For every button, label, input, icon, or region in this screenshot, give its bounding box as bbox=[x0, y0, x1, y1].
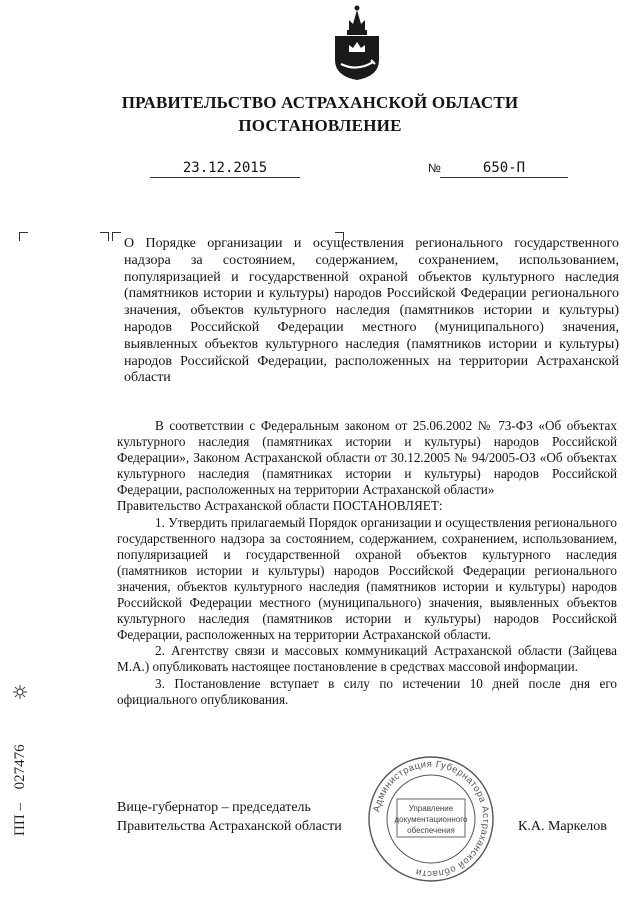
coat-of-arms-emblem bbox=[327, 2, 387, 82]
org-title: ПРАВИТЕЛЬСТВО АСТРАХАНСКОЙ ОБЛАСТИ bbox=[121, 93, 519, 112]
serial-number-vertical bbox=[2, 680, 34, 840]
signatory-title-line-1: Вице-губернатор – председатель bbox=[117, 800, 311, 815]
ornament-icon bbox=[12, 684, 28, 700]
resolves-paragraph: Правительство Астраханской области ПОСТАНОВЛЯЕТ: bbox=[117, 498, 443, 514]
item-3-paragraph: 3. Постановление вступает в силу по истечении 10 дней после дня его официального опубликования. bbox=[117, 675, 617, 707]
corner-mark-left bbox=[19, 232, 28, 241]
official-stamp bbox=[367, 755, 495, 883]
document-body bbox=[117, 418, 617, 708]
corner-mark-inner-left bbox=[112, 232, 121, 241]
item-2-paragraph: 2. Агентству связи и массовых коммуникаций Астраханской области (Зайцева М.А.) опубликовать настоящее постановление в средствах массовой информации. bbox=[117, 643, 617, 675]
svg-text:ПП – 027476 bbox=[12, 744, 28, 836]
serial-number: 027476 bbox=[12, 744, 28, 790]
stamp-line-1: Управление bbox=[408, 804, 454, 813]
corner-mark-inner-right bbox=[100, 232, 109, 241]
serial-series: ПП – bbox=[12, 803, 28, 836]
document-date: 23.12.2015 bbox=[150, 160, 300, 178]
stamp-line-3: обеспечения bbox=[407, 826, 455, 835]
signatory-title-line-2: Правительства Астраханской области bbox=[117, 819, 342, 834]
signatory-name: К.А. Маркелов bbox=[518, 819, 607, 834]
item-1-paragraph: 1. Утвердить прилагаемый Порядок организации и осуществления регионального государственного надзора за состоянием, содержанием, сохранением, использованием, популяризацией и государственной охраной объектов культурного наследия (памятников истории и культуры) народов Российской Федерации регионального значения, объектов культурного наследия (памятников истории и культуры) народов Российской Федерации местного (муниципального) значения, выявленных объектов культурного наследия (памятников истории и культуры) народов Российской Федерации, расположенных на территории Астраханской области. bbox=[117, 514, 617, 643]
document-subject: О Порядке организации и осуществления регионального государственного надзора за состоянием, содержанием, сохранением, использованием, популяризацией и государственной охраной объектов культурного наследия (памятников истории и культуры) народов Российской Федерации регионального значения, объектов культурного наследия (памятников истории и культуры) народов Российской Федерации местного (муниципального) значения, выявленных объектов культурного наследия (памятников истории и культуры) народов Российской Федерации, расположенных на территории Астраханской области bbox=[124, 236, 619, 386]
stamp-ring-text: Администрация Губернатора Астраханской области bbox=[371, 758, 492, 880]
number-label: № bbox=[428, 161, 441, 175]
preamble-paragraph: В соответствии с Федеральным законом от 25.06.2002 № 73-ФЗ «Об объектах культурного наследия (памятниках истории и культуры) народов Российской Федерации», Законом Астраханской области от 30.12.2005 № 94/2005-ОЗ «Об объектах культурного наследия (памятниках истории и культуры) народов Российской Федерации, расположенных на территории Астраханской области» bbox=[117, 418, 617, 498]
document-type-title: ПОСТАНОВЛЕНИЕ bbox=[238, 116, 402, 135]
document-number: 650-П bbox=[440, 160, 568, 178]
stamp-line-2: документационного bbox=[394, 815, 468, 824]
signatory-title bbox=[117, 798, 342, 836]
